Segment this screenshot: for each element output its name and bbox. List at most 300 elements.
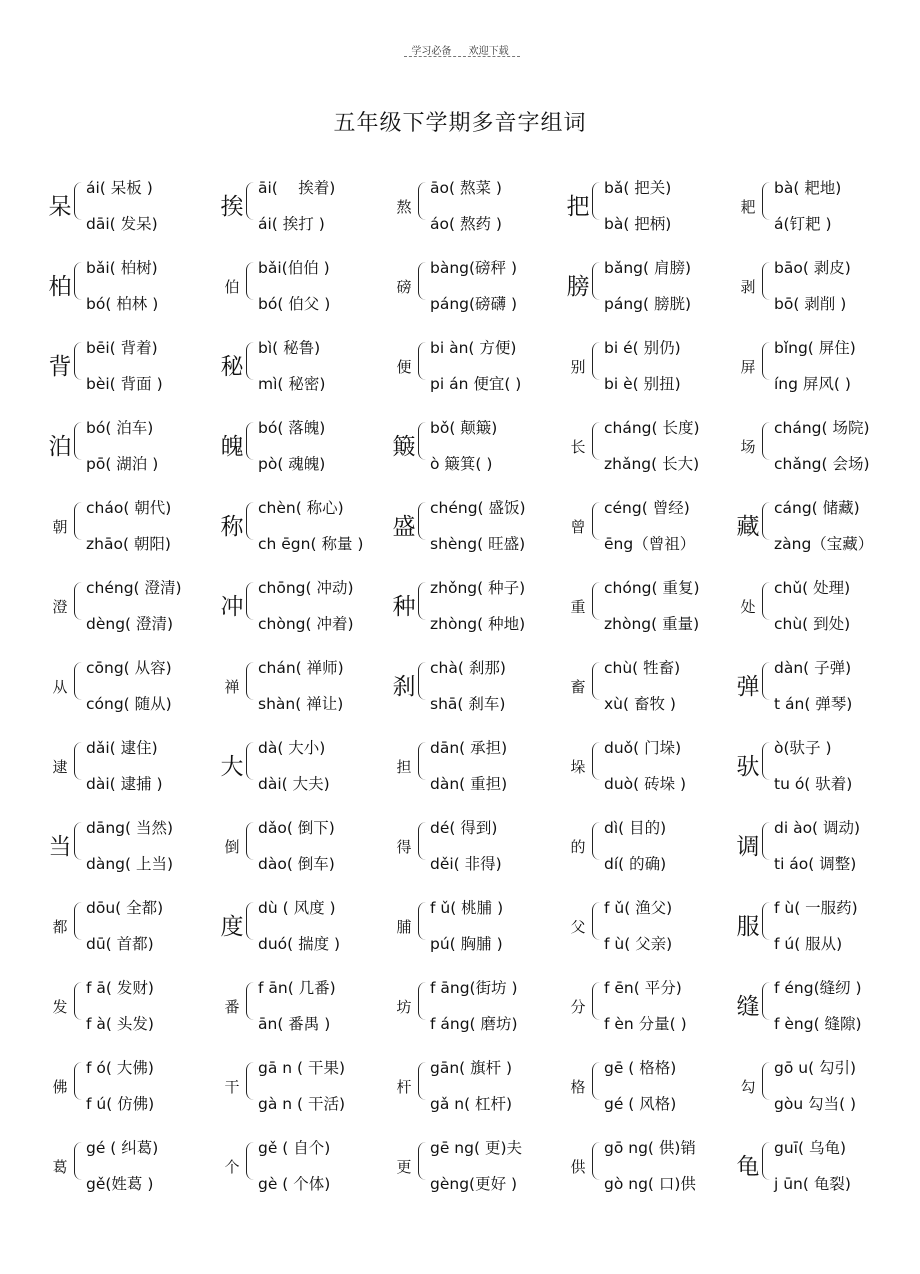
reading-second: chǎng( 会场) xyxy=(774,455,870,473)
polyphone-entry xyxy=(388,728,558,808)
entry-character: 弹 xyxy=(736,674,760,700)
polyphone-entry xyxy=(562,1048,732,1128)
polyphone-entry xyxy=(388,808,558,888)
brace-icon xyxy=(592,1062,601,1100)
reading-second: f èng( 缝隙) xyxy=(774,1015,862,1033)
reading-first: f ēn( 平分) xyxy=(604,979,682,997)
reading-first: f ǔ( 渔父) xyxy=(604,899,673,917)
polyphone-entry xyxy=(388,568,558,648)
reading-first: f éng(缝纫 ) xyxy=(774,979,862,997)
brace-icon xyxy=(762,182,771,220)
brace-icon xyxy=(592,662,601,700)
entry-character: 别 xyxy=(570,358,586,376)
reading-second: zàng（宝藏） xyxy=(774,535,874,553)
entry-row xyxy=(44,968,920,1048)
reading-second: ò 簸箕( ) xyxy=(430,455,493,473)
entry-row xyxy=(44,168,920,248)
reading-second: f áng( 磨坊) xyxy=(430,1015,518,1033)
reading-first: bēi( 背着) xyxy=(86,339,158,357)
brace-icon xyxy=(74,422,83,460)
reading-second: gò ng( 口)供 xyxy=(604,1175,696,1193)
reading-first: chèn( 称心) xyxy=(258,499,344,517)
polyphone-entry xyxy=(562,488,732,568)
polyphone-entry xyxy=(44,728,214,808)
brace-icon xyxy=(762,422,771,460)
entry-character: 澄 xyxy=(52,598,68,616)
entry-row xyxy=(44,808,920,888)
brace-icon xyxy=(418,422,427,460)
reading-first: bǎi(伯伯 ) xyxy=(258,259,330,277)
polyphone-entry xyxy=(562,1128,732,1208)
polyphone-entry xyxy=(44,168,214,248)
entry-character: 度 xyxy=(220,914,244,940)
polyphone-entry xyxy=(732,408,902,488)
polyphone-entry xyxy=(216,1048,386,1128)
reading-second: gě(姓葛 ) xyxy=(86,1175,154,1193)
reading-second: t án( 弹琴) xyxy=(774,695,853,713)
brace-icon xyxy=(246,742,255,780)
reading-second: cóng( 随从) xyxy=(86,695,172,713)
polyphone-entry xyxy=(216,248,386,328)
entry-character: 杆 xyxy=(396,1078,412,1096)
entry-character: 分 xyxy=(570,998,586,1016)
polyphone-entry xyxy=(216,648,386,728)
reading-second: pō( 湖泊 ) xyxy=(86,455,159,473)
polyphone-entry xyxy=(44,1128,214,1208)
brace-icon xyxy=(418,502,427,540)
brace-icon xyxy=(592,982,601,1020)
brace-icon xyxy=(418,662,427,700)
entry-character: 逮 xyxy=(52,758,68,776)
brace-icon xyxy=(74,342,83,380)
reading-first: gō u( 勾引) xyxy=(774,1059,857,1077)
brace-icon xyxy=(74,742,83,780)
reading-first: bāo( 剥皮) xyxy=(774,259,851,277)
reading-first: chéng( 澄清) xyxy=(86,579,182,597)
entry-character: 禅 xyxy=(224,678,240,696)
entry-character: 供 xyxy=(570,1158,586,1176)
reading-first: gē ng( 更)夫 xyxy=(430,1139,522,1157)
brace-icon xyxy=(418,582,427,620)
reading-second: pú( 胸脯 ) xyxy=(430,935,503,953)
entry-character: 场 xyxy=(740,438,756,456)
entry-character: 处 xyxy=(740,598,756,616)
reading-second: f ú( 仿佛) xyxy=(86,1095,155,1113)
reading-first: āi( 挨着) xyxy=(258,179,336,197)
reading-second: gǎ n( 杠杆) xyxy=(430,1095,513,1113)
reading-second: ti áo( 调整) xyxy=(774,855,857,873)
entry-row xyxy=(44,248,920,328)
reading-first: dù ( 风度 ) xyxy=(258,899,336,917)
reading-second: gè ( 个体) xyxy=(258,1175,331,1193)
polyphone-entry xyxy=(732,1048,902,1128)
page-header xyxy=(0,42,920,57)
polyphonic-grid xyxy=(44,168,920,1228)
entry-character: 都 xyxy=(52,918,68,936)
entry-character: 佛 xyxy=(52,1078,68,1096)
entry-character: 熬 xyxy=(396,198,412,216)
entry-character: 干 xyxy=(224,1078,240,1096)
entry-character: 垛 xyxy=(570,758,586,776)
reading-second: j ūn( 龟裂) xyxy=(774,1175,851,1193)
brace-icon xyxy=(74,1142,83,1180)
entry-row xyxy=(44,1048,920,1128)
reading-second: gé ( 风格) xyxy=(604,1095,677,1113)
polyphone-entry xyxy=(44,888,214,968)
entry-character: 葛 xyxy=(52,1158,68,1176)
polyphone-entry xyxy=(216,968,386,1048)
brace-icon xyxy=(762,662,771,700)
polyphone-entry xyxy=(388,408,558,488)
reading-first: āo( 熬菜 ) xyxy=(430,179,502,197)
entry-character: 龟 xyxy=(736,1154,760,1180)
entry-character: 从 xyxy=(52,678,68,696)
reading-second: dài( 逮捕 ) xyxy=(86,775,163,793)
brace-icon xyxy=(418,262,427,300)
polyphone-entry xyxy=(216,168,386,248)
reading-second: gèng(更好 ) xyxy=(430,1175,518,1193)
entry-character: 驮 xyxy=(736,754,760,780)
reading-second: shàn( 禅让) xyxy=(258,695,344,713)
reading-second: áo( 熬药 ) xyxy=(430,215,502,233)
polyphone-entry xyxy=(216,1128,386,1208)
brace-icon xyxy=(762,582,771,620)
brace-icon xyxy=(418,1142,427,1180)
brace-icon xyxy=(762,822,771,860)
brace-icon xyxy=(762,982,771,1020)
brace-icon xyxy=(74,582,83,620)
entry-character: 番 xyxy=(224,998,240,1016)
entry-character: 缝 xyxy=(736,994,760,1020)
reading-first: gān( 旗杆 ) xyxy=(430,1059,513,1077)
brace-icon xyxy=(762,1062,771,1100)
reading-second: f ù( 父亲) xyxy=(604,935,673,953)
entry-character: 父 xyxy=(570,918,586,936)
entry-character: 个 xyxy=(224,1158,240,1176)
entry-character: 种 xyxy=(392,594,416,620)
entry-character: 发 xyxy=(52,998,68,1016)
reading-second: páng(磅礴 ) xyxy=(430,295,518,313)
entry-character: 称 xyxy=(220,514,244,540)
reading-second: dài( 大夫) xyxy=(258,775,330,793)
reading-second: chòng( 冲着) xyxy=(258,615,354,633)
polyphone-entry xyxy=(216,808,386,888)
header-divider xyxy=(404,56,520,57)
polyphone-entry xyxy=(732,568,902,648)
polyphone-entry xyxy=(562,648,732,728)
polyphone-entry xyxy=(216,408,386,488)
brace-icon xyxy=(592,342,601,380)
brace-icon xyxy=(592,902,601,940)
polyphone-entry xyxy=(732,1128,902,1208)
brace-icon xyxy=(592,262,601,300)
polyphone-entry xyxy=(388,168,558,248)
brace-icon xyxy=(592,422,601,460)
polyphone-entry xyxy=(44,1048,214,1128)
polyphone-entry xyxy=(732,248,902,328)
reading-second: bèi( 背面 ) xyxy=(86,375,163,393)
polyphone-entry xyxy=(44,648,214,728)
reading-first: dāng( 当然) xyxy=(86,819,174,837)
entry-character: 柏 xyxy=(48,274,72,300)
entry-character: 曾 xyxy=(570,518,586,536)
reading-first: dì( 目的) xyxy=(604,819,667,837)
reading-second: dāi( 发呆) xyxy=(86,215,158,233)
entry-character: 调 xyxy=(736,834,760,860)
reading-second: zhǎng( 长大) xyxy=(604,455,700,473)
polyphone-entry xyxy=(44,248,214,328)
reading-second: ēng（曾祖） xyxy=(604,535,696,553)
polyphone-entry xyxy=(216,488,386,568)
polyphone-entry xyxy=(562,168,732,248)
polyphone-entry xyxy=(732,728,902,808)
reading-first: chán( 禅师) xyxy=(258,659,344,677)
entry-row xyxy=(44,728,920,808)
polyphone-entry xyxy=(388,888,558,968)
brace-icon xyxy=(246,662,255,700)
reading-second: bō( 剥削 ) xyxy=(774,295,847,313)
reading-first: f ān( 几番) xyxy=(258,979,336,997)
reading-first: cháng( 长度) xyxy=(604,419,700,437)
reading-first: céng( 曾经) xyxy=(604,499,690,517)
reading-first: bǒ( 颠簸) xyxy=(430,419,498,437)
brace-icon xyxy=(246,1142,255,1180)
reading-first: bǎ( 把关) xyxy=(604,179,672,197)
entry-row xyxy=(44,888,920,968)
entry-character: 格 xyxy=(570,1078,586,1096)
reading-second: f à( 头发) xyxy=(86,1015,154,1033)
polyphone-entry xyxy=(388,328,558,408)
reading-second: zhòng( 种地) xyxy=(430,615,526,633)
page-title: 五年级下学期多音字组词 xyxy=(333,111,587,136)
entry-character: 把 xyxy=(566,194,590,220)
polyphone-entry xyxy=(388,1128,558,1208)
entry-character: 重 xyxy=(570,598,586,616)
reading-second: dàn( 重担) xyxy=(430,775,508,793)
polyphone-entry xyxy=(388,248,558,328)
reading-first: cháng( 场院) xyxy=(774,419,870,437)
reading-first: bǎng( 肩膀) xyxy=(604,259,692,277)
brace-icon xyxy=(418,982,427,1020)
brace-icon xyxy=(246,902,255,940)
brace-icon xyxy=(246,582,255,620)
polyphone-entry xyxy=(388,1048,558,1128)
entry-character: 簸 xyxy=(392,434,416,460)
reading-second: gà n ( 干活) xyxy=(258,1095,346,1113)
entry-row xyxy=(44,408,920,488)
entry-character: 屏 xyxy=(740,358,756,376)
reading-second: bi è( 别扭) xyxy=(604,375,681,393)
reading-first: bó( 落魄) xyxy=(258,419,326,437)
polyphone-entry xyxy=(562,248,732,328)
polyphone-entry xyxy=(216,568,386,648)
reading-first: f ǔ( 桃脯 ) xyxy=(430,899,504,917)
brace-icon xyxy=(74,1062,83,1100)
brace-icon xyxy=(762,262,771,300)
entry-character: 伯 xyxy=(224,278,240,296)
entry-character: 大 xyxy=(220,754,244,780)
reading-first: cháo( 朝代) xyxy=(86,499,172,517)
reading-first: dān( 承担) xyxy=(430,739,508,757)
reading-first: dǎi( 逮住) xyxy=(86,739,158,757)
reading-first: f āng(街坊 ) xyxy=(430,979,518,997)
polyphone-entry xyxy=(388,968,558,1048)
entry-character: 藏 xyxy=(736,514,760,540)
polyphone-entry xyxy=(732,968,902,1048)
polyphone-entry xyxy=(216,328,386,408)
entry-row xyxy=(44,648,920,728)
reading-first: chà( 刹那) xyxy=(430,659,506,677)
brace-icon xyxy=(246,262,255,300)
brace-icon xyxy=(74,822,83,860)
reading-first: duǒ( 门垛) xyxy=(604,739,682,757)
reading-second: á(钉耙 ) xyxy=(774,215,832,233)
polyphone-entry xyxy=(44,968,214,1048)
reading-second: bó( 伯父 ) xyxy=(258,295,331,313)
entry-row xyxy=(44,1128,920,1208)
entry-character: 秘 xyxy=(220,354,244,380)
entry-character: 魄 xyxy=(220,434,244,460)
reading-first: dà( 大小) xyxy=(258,739,326,757)
brace-icon xyxy=(246,502,255,540)
entry-character: 膀 xyxy=(566,274,590,300)
reading-first: ái( 呆板 ) xyxy=(86,179,153,197)
polyphone-entry xyxy=(732,168,902,248)
entry-character: 更 xyxy=(396,1158,412,1176)
brace-icon xyxy=(418,822,427,860)
reading-second: f ú( 服从) xyxy=(774,935,843,953)
brace-icon xyxy=(418,742,427,780)
reading-second: shā( 刹车) xyxy=(430,695,506,713)
reading-first: dōu( 全都) xyxy=(86,899,164,917)
polyphone-entry xyxy=(732,648,902,728)
entry-character: 呆 xyxy=(48,194,72,220)
reading-second: shèng( 旺盛) xyxy=(430,535,526,553)
reading-first: f ó( 大佛) xyxy=(86,1059,154,1077)
header-left: 学习必备 xyxy=(411,46,452,57)
reading-first: dǎo( 倒下) xyxy=(258,819,335,837)
reading-second: dào( 倒车) xyxy=(258,855,335,873)
reading-first: chōng( 冲动) xyxy=(258,579,354,597)
entry-row xyxy=(44,568,920,648)
reading-second: f èn 分量( ) xyxy=(604,1015,687,1033)
brace-icon xyxy=(592,1142,601,1180)
brace-icon xyxy=(74,182,83,220)
brace-icon xyxy=(762,742,771,780)
reading-second: íng 屏风( ) xyxy=(774,375,851,393)
reading-first: bó( 泊车) xyxy=(86,419,154,437)
reading-first: chéng( 盛饭) xyxy=(430,499,526,517)
reading-first: bì( 秘鲁) xyxy=(258,339,321,357)
polyphone-entry xyxy=(562,408,732,488)
reading-second: bó( 柏林 ) xyxy=(86,295,159,313)
polyphone-entry xyxy=(388,488,558,568)
reading-second: páng( 膀胱) xyxy=(604,295,692,313)
entry-character: 泊 xyxy=(48,434,72,460)
brace-icon xyxy=(74,902,83,940)
entry-character: 磅 xyxy=(396,278,412,296)
reading-second: zhāo( 朝阳) xyxy=(86,535,171,553)
reading-second: dū( 首都) xyxy=(86,935,154,953)
polyphone-entry xyxy=(732,488,902,568)
reading-first: di ào( 调动) xyxy=(774,819,861,837)
brace-icon xyxy=(246,342,255,380)
polyphone-entry xyxy=(562,888,732,968)
polyphone-entry xyxy=(44,408,214,488)
reading-second: dèng( 澄清) xyxy=(86,615,174,633)
brace-icon xyxy=(592,502,601,540)
reading-first: guī( 乌龟) xyxy=(774,1139,846,1157)
reading-second: ái( 挨打 ) xyxy=(258,215,325,233)
entry-character: 倒 xyxy=(224,838,240,856)
entry-character: 朝 xyxy=(52,518,68,536)
polyphone-entry xyxy=(388,648,558,728)
brace-icon xyxy=(418,182,427,220)
reading-first: chóng( 重复) xyxy=(604,579,700,597)
reading-first: bi àn( 方便) xyxy=(430,339,517,357)
entry-character: 担 xyxy=(396,758,412,776)
brace-icon xyxy=(592,822,601,860)
brace-icon xyxy=(418,342,427,380)
entry-character: 便 xyxy=(396,358,412,376)
entry-character: 刹 xyxy=(392,674,416,700)
brace-icon xyxy=(762,902,771,940)
brace-icon xyxy=(592,182,601,220)
brace-icon xyxy=(246,422,255,460)
reading-second: gòu 勾当( ) xyxy=(774,1095,857,1113)
polyphone-entry xyxy=(562,968,732,1048)
reading-second: pò( 魂魄) xyxy=(258,455,326,473)
brace-icon xyxy=(246,822,255,860)
reading-second: ch ēgn( 称量 ) xyxy=(258,535,364,553)
reading-second: duó( 揣度 ) xyxy=(258,935,341,953)
reading-first: bàng(磅秤 ) xyxy=(430,259,518,277)
polyphone-entry xyxy=(562,328,732,408)
brace-icon xyxy=(246,982,255,1020)
reading-first: gō ng( 供)销 xyxy=(604,1139,696,1157)
reading-first: gā n ( 干果) xyxy=(258,1059,346,1077)
entry-character: 冲 xyxy=(220,594,244,620)
brace-icon xyxy=(592,582,601,620)
reading-first: bi é( 别仍) xyxy=(604,339,681,357)
polyphone-entry xyxy=(44,328,214,408)
brace-icon xyxy=(246,182,255,220)
reading-first: chù( 牲畜) xyxy=(604,659,681,677)
brace-icon xyxy=(762,342,771,380)
brace-icon xyxy=(418,902,427,940)
polyphone-entry xyxy=(732,808,902,888)
entry-character: 畜 xyxy=(570,678,586,696)
reading-first: cáng( 储藏) xyxy=(774,499,860,517)
entry-character: 盛 xyxy=(392,514,416,540)
reading-first: bǎi( 柏树) xyxy=(86,259,158,277)
polyphone-entry xyxy=(216,888,386,968)
brace-icon xyxy=(246,1062,255,1100)
entry-row xyxy=(44,328,920,408)
reading-first: dàn( 子弹) xyxy=(774,659,852,677)
polyphone-entry xyxy=(562,808,732,888)
entry-character: 勾 xyxy=(740,1078,756,1096)
reading-first: bǐng( 屏住) xyxy=(774,339,856,357)
entry-character: 背 xyxy=(48,354,72,380)
reading-second: duò( 砖垛 ) xyxy=(604,775,687,793)
reading-first: chǔ( 处理) xyxy=(774,579,851,597)
entry-character: 当 xyxy=(48,834,72,860)
polyphone-entry xyxy=(216,728,386,808)
polyphone-entry xyxy=(44,488,214,568)
polyphone-entry xyxy=(732,888,902,968)
polyphone-entry xyxy=(732,328,902,408)
